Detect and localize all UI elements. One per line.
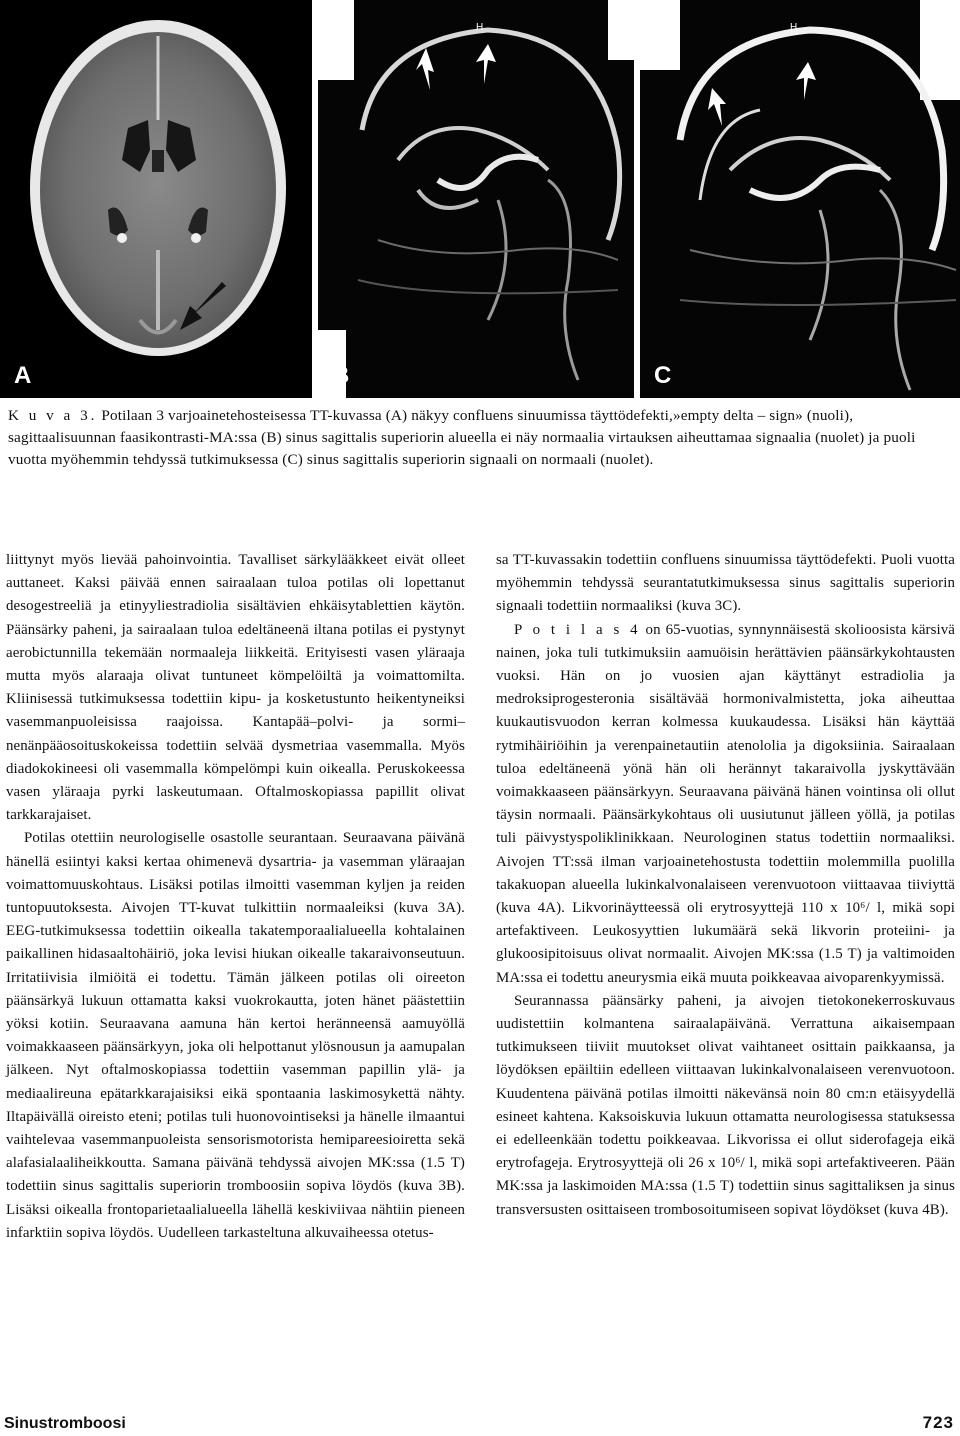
- ct-scan-image: [0, 0, 312, 398]
- paragraph: sa TT-kuvassakin todettiin confluens sinuumissa täyttödefekti. Puoli vuotta myöhemmin tehdyssä seurantatutkimuksessa sinus sagittalis superiorin signaali todettiin normaaliksi (kuva 3C).: [496, 552, 955, 615]
- left-column: [6, 549, 465, 1245]
- paragraph: liittynyt myös lievää pahoinvointia. Tavalliset särkylääkkeet eivät olleet auttaneet. Kaksi päivää ennen sairaalaan tuloa potilas oli lopettanut desogestreeliä ja etinyyliestradiolia sisältävien ehkäisytablettien käytön. Päänsärky paheni, ja sairaalaan tuloa edeltäneenä iltana potilas ei pystynyt aerobictunnilla tekemään normaaleja liikkeitä. Erityisesti vasen yläraaja mutta myös alaraaja olivat tuntuneet kömpelöiltä ja voimattomilta. Kliinisessä tutkimuksessa todettiin kipu- ja kosketustunto heikentyneiksi vasemmanpuoleisissa raajoissa. Kantapää–polvi- ja sormi–nenänpääosoituskokeissa todettiin selvää dysmetriaa vasemmalla. Myös diadokokineesi oli vasemmalla kömpelömpi kuin oikealla. Peruskokeessa vasen yläraaja pyrki laskeutumaan. Oftalmoskopiassa papillit olivat tarkkarajaiset.: [6, 552, 465, 824]
- page-number: 723: [922, 1413, 954, 1432]
- running-title: Sinustromboosi: [4, 1415, 126, 1432]
- figure-panel-b: [318, 0, 634, 398]
- figure-panel-a: [0, 0, 312, 398]
- caption-text: Potilaan 3 varjoainetehosteisessa TT-kuvassa (A) näkyy confluens sinuumissa täyttödefekti,»empty delta – sign» (nuoli), sagittaalisuunnan faasikontrasti-MA:ssa (B) sinus sagittalis superiorin alueella ei näy normaalia virtauksen aiheuttamaa signaalia (nuolet) ja puoli vuotta myöhemmin tehdyssä tutkimuksessa (C) sinus sagittalis superiorin signaali on normaali (nuolet).: [8, 407, 916, 468]
- mra-image-c: [640, 0, 960, 398]
- figure-caption: [8, 405, 956, 471]
- mra-image-b: [318, 0, 634, 398]
- panel-marker-b: H: [476, 22, 484, 33]
- panel-label-a: A: [14, 362, 32, 389]
- paragraph: Seurannassa päänsärky paheni, ja aivojen tietokonekerroskuvaus uudistettiin kolmantena sairaalapäivänä. Verrattuna aikaisempaan tutkimukseen tiiviit muutokset olivat vaihtaneet osittain paikkaansa, ja löydöksen epäiltiin edelleen viittaavan lukinkalvonalaiseen verenvuotoon. Kuudentena päivänä potilas ilmoitti näkevänsä noin 80 cm:n etäisyydellä esineet kahtena. Kaksoiskuvia lukuun ottamatta neurologisessa statuksessa ei edelleenkään todettu poikkeavaa. Likvorissa ei ollut siderofageja eikä erytrofageja. Erytrosyyttejä oli 26 x 10⁶/ l, mikä sopi artefaktiveeren. Pään MK:ssa ja laskimoiden MA:ssa (1.5 T) todettiin sinus sagittaliksen ja sinus transversusten osittaiseen trombosoitumiseen sopivat löydökset (kuva 4B).: [496, 992, 955, 1218]
- right-column: [496, 549, 955, 1222]
- panel-label-c: C: [654, 362, 672, 389]
- panel-label-b: B: [332, 362, 350, 389]
- paragraph-patient-4: [496, 619, 955, 990]
- patient-heading: P o t i l a s 4: [514, 621, 641, 638]
- figure-3: [0, 0, 960, 398]
- paragraph: Potilas otettiin neurologiselle osastolle seurantaan. Seuraavana päivänä hänellä esiintyi kaksi kertaa ohimenevä dysartria- ja vasemman yläraajan voimattomuuskohtaus. Lisäksi potilas ilmoitti vasemman kyljen ja reiden tuntopuutoksesta. Aivojen TT-kuvat tulkittiin normaaleiksi (kuva 3A). EEG-tutkimuksessa todettiin oikealla takatemporaalialueella kohtalainen paikallinen hidasaaltohäiriö, joka levisi hiukan oikealle takaraivonseutuun. Irritatiivisia ilmiöitä ei todettu. Tämän jälkeen potilas oli oireeton päänsärkyä lukuun ottamatta kaksi vuokrokautta, joten hänet päästettiin yöksi kotiin. Seuraavana aamuna hän kertoi heränneensä aamuyöllä voimakkaaseen päänsärkyyn, joka oli helpottanut ylösnousun ja aamupalan jälkeen. Nyt oftalmoskopiassa todettiin vasemman papillin ylä- ja mediaalireuna epätarkkarajaisiksi eikä spontaania laskimosykettä nähty. Iltapäivällä oireisto eteni; potilas tuli huonovointiseksi ja hänelle ilmaantui vaihtelevaa vasemmanpuoleista sensorismotorista hemipareesioiretta sekä alafasialaaliheikkoutta. Samana päivänä tehdyssä aivojen MK:ssa (1.5 T) todettiin sinus sagittalis superiorin tromboosiin sopiva löydös (kuva 3B). Lisäksi oikealla frontoparietaalialueella lähellä keskiviivaa nähtiin pieneen infarktiin sopiva löydös. Uudelleen tarkasteltuna alkuvaiheessa otetus-: [6, 830, 465, 1241]
- panel-marker-c: H: [790, 22, 798, 33]
- caption-label: K u v a 3.: [8, 407, 98, 424]
- figure-panel-c: [640, 0, 960, 398]
- paragraph-text: on 65-vuotias, synnynnäisestä skolioosista kärsivä nainen, joka tuli tutkimuksiin aamuöisin herättävien päänsärkykohtausten vuoksi. Hän on jo vuosien ajan käyttänyt estradiolia ja medroksiprogesteronia sisältävää hormonivalmistetta, joka aiheuttaa kuukautisvuodon kerran kolmessa kuukaudessa. Lisäksi hän käyttää rytmihäiriöihin ja verenpainetautiin atenololia ja digoksiinia. Sairaalaan tuloa edeltäneenä yönä hän oli herännyt takaraivolla jyskyttävään voimakkaaseen päänsärkyyn. Seuraavana päivänä hänen vointinsa oli ollut täysin normaali. Päänsärkykohtaus oli uusiutunut jälleen yöllä, ja potilas tuli päivystyspoliklinikkaan. Neurologinen status todettiin normaaliksi. Aivojen TT:ssä ilman varjoainetehostusta todettiin molemmilla puolilla takakuopan alueella lukinkalvonalaiseen verenvuotoon viittaavaa tiiviyttä (kuva 4A). Likvorinäytteessä oli erytrosyyttejä 110 x 10⁶/ l, mikä sopi artefaktiveen. Leukosyyttien lukumäärä sekä likvorin proteiini- ja glukoosipitoisuus olivat normaalit. Aivojen MK:ssa (1.5 T) ja valtimoiden MA:ssa ei todettu aneurysmia eikä muuta poikkeavaa aivoparenkyymissä.: [496, 621, 955, 986]
